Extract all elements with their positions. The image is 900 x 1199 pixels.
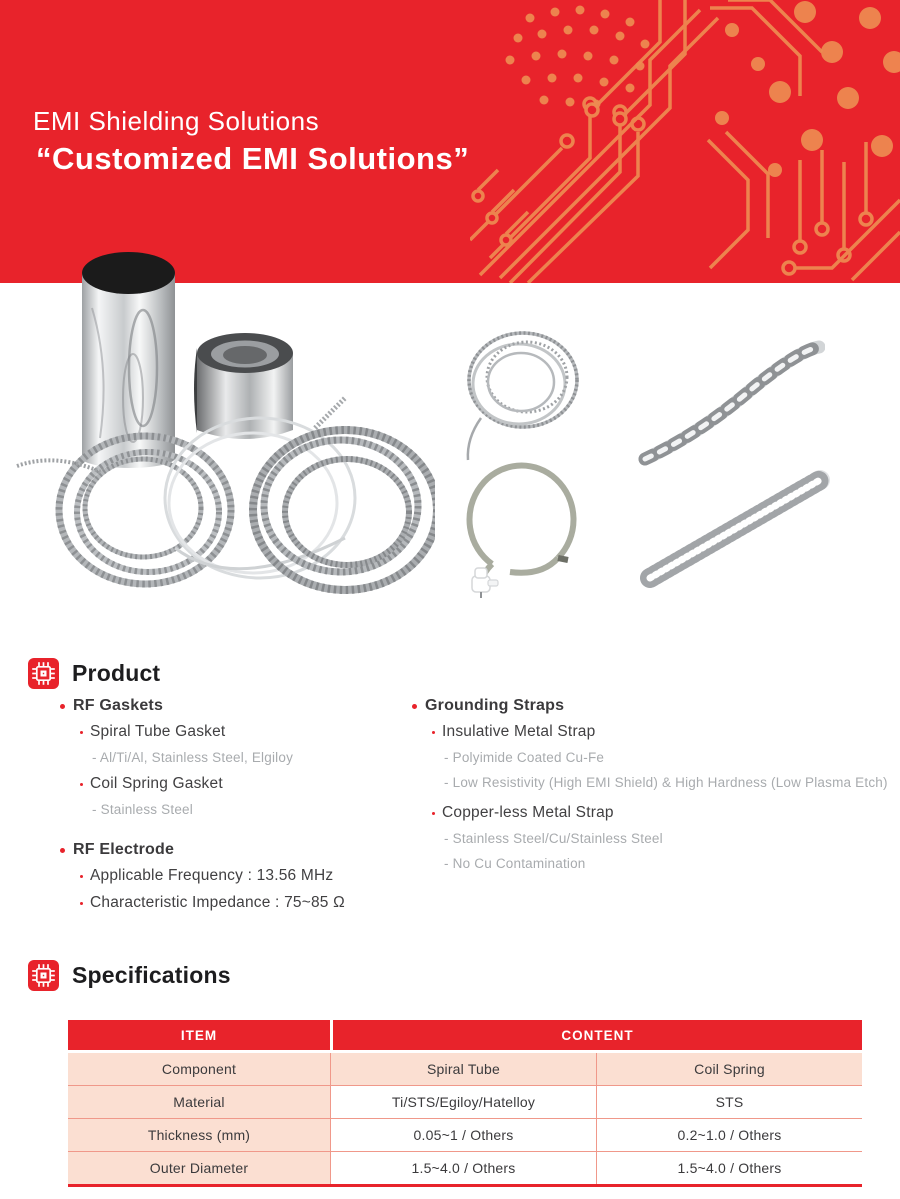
photo-coil-spring-tube	[640, 468, 830, 588]
product-list-left	[60, 697, 405, 921]
table-row	[68, 1118, 862, 1151]
table-cell: 0.05~1 / Others	[330, 1119, 596, 1151]
table-cell: 0.2~1.0 / Others	[596, 1119, 862, 1151]
table-cell: Ti/STS/Egiloy/Hatelloy	[330, 1086, 596, 1118]
list-item: Insulative Metal Strap	[432, 723, 900, 741]
table-cell: Outer Diameter	[68, 1152, 330, 1184]
list-note: - Al/Ti/Al, Stainless Steel, Elgiloy	[92, 750, 294, 765]
list-group-title: RF Electrode	[60, 841, 405, 859]
list-group-title: RF Gaskets	[60, 697, 405, 715]
list-note: - Stainless Steel/Cu/Stainless Steel	[444, 831, 663, 846]
circuit-pattern-graphic	[470, 0, 900, 283]
table-header-row	[68, 1020, 862, 1050]
banner-subtitle: EMI Shielding Solutions	[33, 106, 320, 136]
list-item: Spiral Tube Gasket	[80, 723, 405, 741]
table-cell: 1.5~4.0 / Others	[330, 1152, 596, 1184]
list-note: - No Cu Contamination	[444, 856, 586, 871]
product-list-right	[412, 697, 900, 881]
photo-segmented-metal-strap	[635, 335, 825, 470]
photo-cable-with-connector	[462, 460, 592, 598]
table-body	[68, 1053, 862, 1187]
table-cell: Thickness (mm)	[68, 1119, 330, 1151]
chip-icon	[28, 658, 59, 689]
photo-metal-tubes-and-coils	[15, 248, 435, 600]
list-item: Coil Spring Gasket	[80, 775, 405, 793]
chip-icon	[28, 960, 59, 991]
list-item: Applicable Frequency : 13.56 MHz	[80, 867, 405, 885]
specifications-section-head	[28, 960, 231, 991]
photo-spiral-tube-gasket-coil	[455, 322, 590, 462]
specifications-table	[68, 1020, 862, 1187]
table-header-item: ITEM	[68, 1020, 330, 1050]
product-heading: Product	[72, 660, 161, 686]
table-row	[68, 1085, 862, 1118]
specifications-heading: Specifications	[72, 962, 231, 988]
list-item: Characteristic Impedance : 75~85 Ω	[80, 894, 405, 912]
table-cell: Component	[68, 1053, 330, 1085]
list-item: Copper-less Metal Strap	[432, 804, 900, 822]
list-note: - Stainless Steel	[92, 802, 193, 817]
product-section-head	[28, 658, 160, 689]
banner	[0, 0, 900, 283]
table-cell: Coil Spring	[596, 1053, 862, 1085]
table-cell: Material	[68, 1086, 330, 1118]
table-cell: STS	[596, 1086, 862, 1118]
table-row	[68, 1053, 862, 1085]
list-group-title: Grounding Straps	[412, 697, 900, 715]
table-row	[68, 1151, 862, 1184]
table-cell: Spiral Tube	[330, 1053, 596, 1085]
list-note: - Polyimide Coated Cu-Fe	[444, 750, 605, 765]
table-cell: 1.5~4.0 / Others	[596, 1152, 862, 1184]
table-header-content: CONTENT	[333, 1020, 862, 1050]
list-note: - Low Resistivity (High EMI Shield) & High Hardness (Low Plasma Etch)	[444, 775, 888, 790]
banner-title: “Customized EMI Solutions”	[36, 141, 470, 176]
